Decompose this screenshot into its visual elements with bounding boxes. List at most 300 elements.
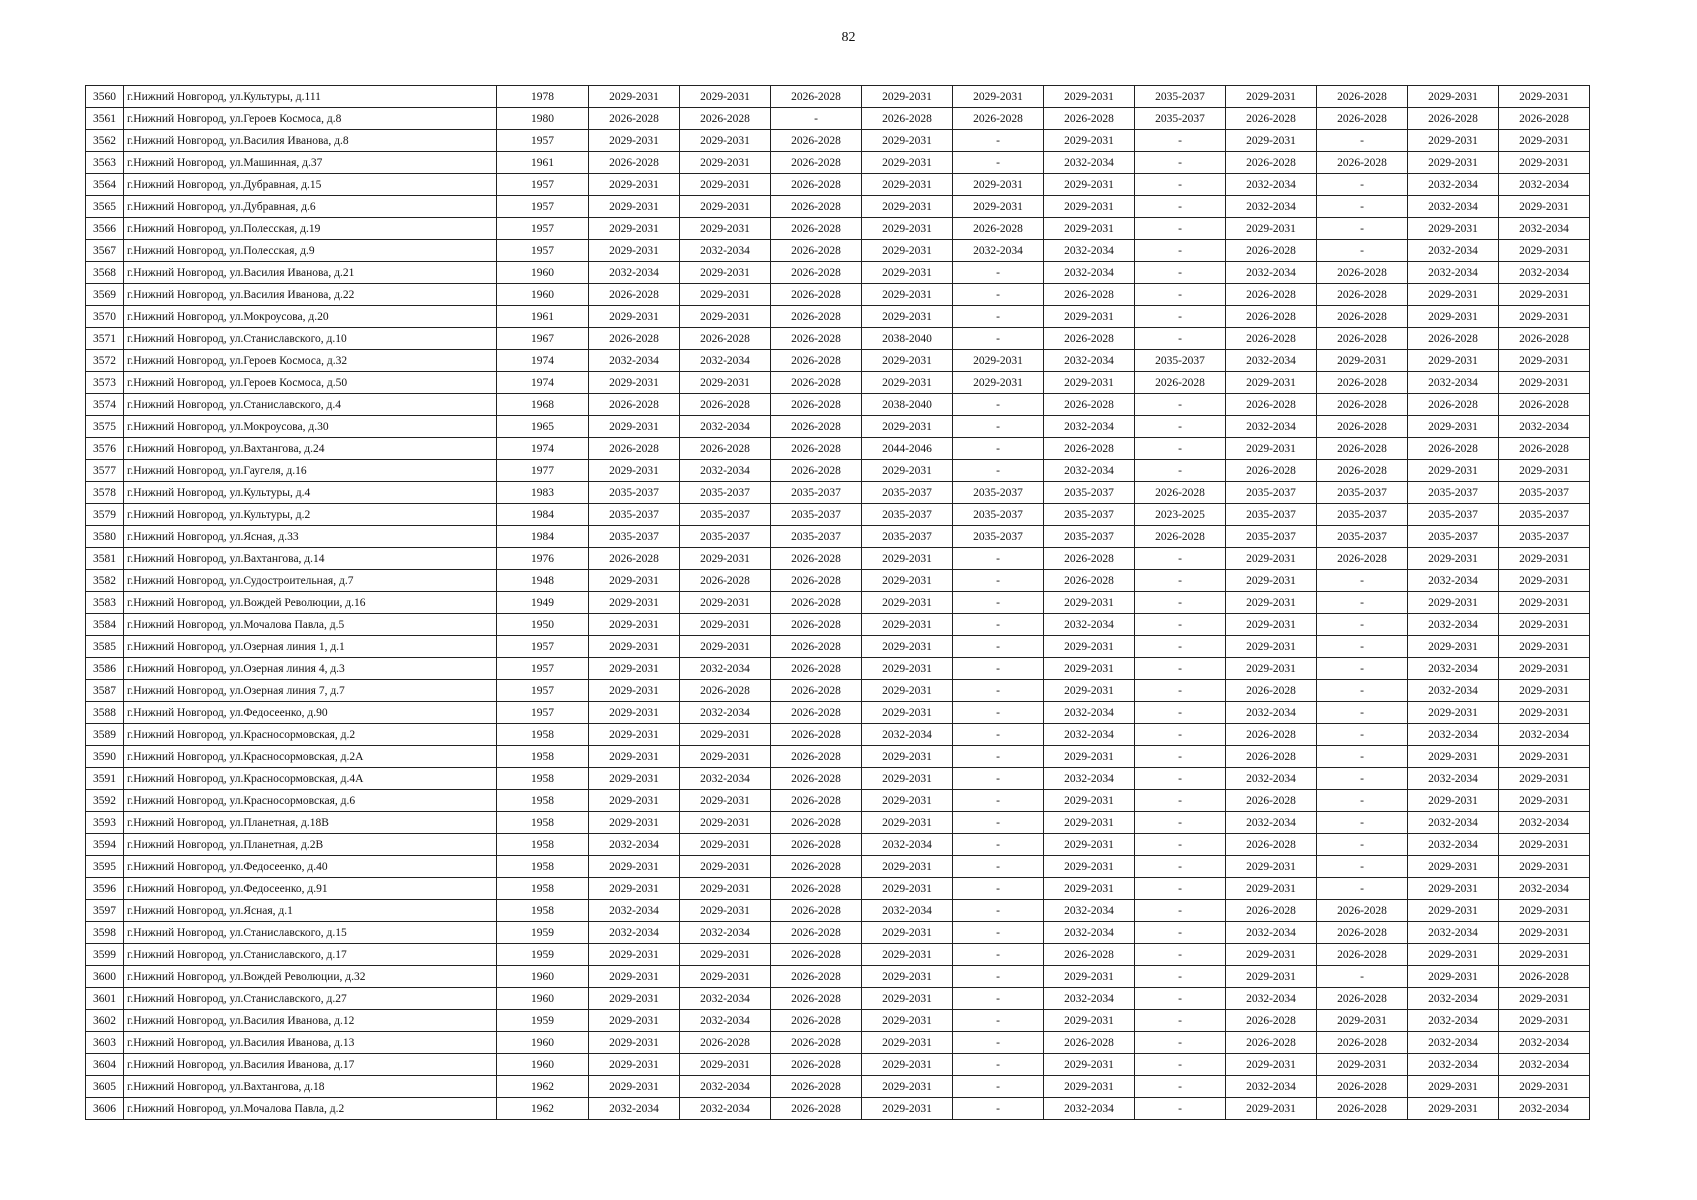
row-number-cell: 3560 <box>86 86 124 108</box>
period-cell-7: 2035-2037 <box>1135 86 1226 108</box>
period-cell-1: 2035-2037 <box>589 526 680 548</box>
period-cell-9: 2026-2028 <box>1317 306 1408 328</box>
period-cell-6: 2026-2028 <box>1044 328 1135 350</box>
period-cell-6: 2026-2028 <box>1044 1032 1135 1054</box>
period-cell-6: 2032-2034 <box>1044 614 1135 636</box>
period-cell-7: - <box>1135 1032 1226 1054</box>
period-cell-4: 2029-2031 <box>862 966 953 988</box>
period-cell-11: 2035-2037 <box>1499 504 1590 526</box>
period-cell-10: 2029-2031 <box>1408 790 1499 812</box>
period-cell-7: - <box>1135 988 1226 1010</box>
period-cell-9: 2026-2028 <box>1317 86 1408 108</box>
period-cell-8: 2026-2028 <box>1226 108 1317 130</box>
table-row <box>86 504 1590 526</box>
period-cell-10: 2029-2031 <box>1408 702 1499 724</box>
period-cell-8: 2026-2028 <box>1226 900 1317 922</box>
period-cell-3: 2026-2028 <box>771 658 862 680</box>
address-cell: г.Нижний Новгород, ул.Василия Иванова, д.12 <box>124 1010 497 1032</box>
period-cell-10: 2029-2031 <box>1408 878 1499 900</box>
period-cell-11: 2029-2031 <box>1499 1076 1590 1098</box>
period-cell-2: 2035-2037 <box>680 526 771 548</box>
address-cell: г.Нижний Новгород, ул.Станиславского, д.10 <box>124 328 497 350</box>
period-cell-4: 2029-2031 <box>862 570 953 592</box>
period-cell-2: 2029-2031 <box>680 834 771 856</box>
period-cell-8: 2029-2031 <box>1226 592 1317 614</box>
period-cell-5: - <box>953 966 1044 988</box>
period-cell-7: - <box>1135 900 1226 922</box>
period-cell-10: 2029-2031 <box>1408 460 1499 482</box>
period-cell-11: 2029-2031 <box>1499 856 1590 878</box>
period-cell-8: 2029-2031 <box>1226 878 1317 900</box>
period-cell-6: 2032-2034 <box>1044 922 1135 944</box>
period-cell-4: 2032-2034 <box>862 834 953 856</box>
period-cell-9: - <box>1317 768 1408 790</box>
period-cell-11: 2032-2034 <box>1499 1054 1590 1076</box>
address-cell: г.Нижний Новгород, ул.Василия Иванова, д.21 <box>124 262 497 284</box>
table-row <box>86 460 1590 482</box>
period-cell-6: 2032-2034 <box>1044 1098 1135 1120</box>
period-cell-10: 2032-2034 <box>1408 834 1499 856</box>
period-cell-1: 2029-2031 <box>589 768 680 790</box>
row-number-cell: 3594 <box>86 834 124 856</box>
period-cell-1: 2032-2034 <box>589 1098 680 1120</box>
period-cell-8: 2026-2028 <box>1226 1010 1317 1032</box>
period-cell-5: - <box>953 878 1044 900</box>
table-row <box>86 878 1590 900</box>
period-cell-11: 2032-2034 <box>1499 878 1590 900</box>
period-cell-11: 2029-2031 <box>1499 636 1590 658</box>
period-cell-11: 2026-2028 <box>1499 108 1590 130</box>
table-row <box>86 922 1590 944</box>
period-cell-4: 2029-2031 <box>862 1098 953 1120</box>
year-cell: 1957 <box>497 174 589 196</box>
period-cell-7: - <box>1135 746 1226 768</box>
period-cell-7: - <box>1135 790 1226 812</box>
table-row <box>86 1054 1590 1076</box>
period-cell-6: 2032-2034 <box>1044 900 1135 922</box>
period-cell-8: 2029-2031 <box>1226 86 1317 108</box>
address-cell: г.Нижний Новгород, ул.Станиславского, д.27 <box>124 988 497 1010</box>
address-cell: г.Нижний Новгород, ул.Планетная, д.2В <box>124 834 497 856</box>
table-row <box>86 614 1590 636</box>
period-cell-2: 2029-2031 <box>680 306 771 328</box>
row-number-cell: 3566 <box>86 218 124 240</box>
table-row <box>86 658 1590 680</box>
period-cell-6: 2032-2034 <box>1044 724 1135 746</box>
period-cell-10: 2029-2031 <box>1408 1098 1499 1120</box>
period-cell-6: 2029-2031 <box>1044 680 1135 702</box>
period-cell-11: 2029-2031 <box>1499 284 1590 306</box>
period-cell-8: 2032-2034 <box>1226 196 1317 218</box>
period-cell-11: 2029-2031 <box>1499 900 1590 922</box>
period-cell-4: 2029-2031 <box>862 284 953 306</box>
period-cell-2: 2029-2031 <box>680 746 771 768</box>
period-cell-11: 2029-2031 <box>1499 152 1590 174</box>
period-cell-5: - <box>953 438 1044 460</box>
year-cell: 1957 <box>497 680 589 702</box>
period-cell-7: - <box>1135 658 1226 680</box>
year-cell: 1962 <box>497 1076 589 1098</box>
period-cell-11: 2032-2034 <box>1499 812 1590 834</box>
period-cell-4: 2035-2037 <box>862 504 953 526</box>
period-cell-4: 2029-2031 <box>862 218 953 240</box>
period-cell-9: 2026-2028 <box>1317 262 1408 284</box>
period-cell-4: 2029-2031 <box>862 768 953 790</box>
period-cell-3: 2026-2028 <box>771 460 862 482</box>
address-cell: г.Нижний Новгород, ул.Героев Космоса, д.32 <box>124 350 497 372</box>
period-cell-8: 2035-2037 <box>1226 526 1317 548</box>
address-cell: г.Нижний Новгород, ул.Мокроусова, д.30 <box>124 416 497 438</box>
period-cell-5: - <box>953 416 1044 438</box>
period-cell-10: 2032-2034 <box>1408 988 1499 1010</box>
period-cell-11: 2029-2031 <box>1499 592 1590 614</box>
period-cell-8: 2035-2037 <box>1226 504 1317 526</box>
row-number-cell: 3570 <box>86 306 124 328</box>
period-cell-9: - <box>1317 130 1408 152</box>
period-cell-1: 2029-2031 <box>589 218 680 240</box>
period-cell-2: 2029-2031 <box>680 548 771 570</box>
period-cell-1: 2029-2031 <box>589 1076 680 1098</box>
period-cell-8: 2026-2028 <box>1226 306 1317 328</box>
period-cell-1: 2026-2028 <box>589 328 680 350</box>
row-number-cell: 3590 <box>86 746 124 768</box>
year-cell: 1974 <box>497 350 589 372</box>
period-cell-10: 2032-2034 <box>1408 812 1499 834</box>
period-cell-9: 2035-2037 <box>1317 526 1408 548</box>
period-cell-11: 2029-2031 <box>1499 680 1590 702</box>
period-cell-11: 2026-2028 <box>1499 438 1590 460</box>
period-cell-6: 2029-2031 <box>1044 966 1135 988</box>
year-cell: 1959 <box>497 922 589 944</box>
period-cell-1: 2029-2031 <box>589 130 680 152</box>
period-cell-4: 2029-2031 <box>862 988 953 1010</box>
row-number-cell: 3606 <box>86 1098 124 1120</box>
period-cell-1: 2032-2034 <box>589 922 680 944</box>
period-cell-9: - <box>1317 636 1408 658</box>
period-cell-7: - <box>1135 878 1226 900</box>
table-row <box>86 174 1590 196</box>
period-cell-2: 2029-2031 <box>680 856 771 878</box>
period-cell-3: 2026-2028 <box>771 966 862 988</box>
year-cell: 1960 <box>497 988 589 1010</box>
period-cell-4: 2035-2037 <box>862 482 953 504</box>
row-number-cell: 3583 <box>86 592 124 614</box>
period-cell-7: - <box>1135 196 1226 218</box>
period-cell-2: 2029-2031 <box>680 790 771 812</box>
address-cell: г.Нижний Новгород, ул.Машинная, д.37 <box>124 152 497 174</box>
period-cell-7: 2023-2025 <box>1135 504 1226 526</box>
period-cell-9: - <box>1317 592 1408 614</box>
period-cell-8: 2026-2028 <box>1226 240 1317 262</box>
period-cell-10: 2032-2034 <box>1408 196 1499 218</box>
period-cell-6: 2026-2028 <box>1044 438 1135 460</box>
period-cell-5: 2029-2031 <box>953 350 1044 372</box>
period-cell-9: 2026-2028 <box>1317 1076 1408 1098</box>
period-cell-2: 2032-2034 <box>680 1098 771 1120</box>
period-cell-10: 2032-2034 <box>1408 724 1499 746</box>
address-cell: г.Нижний Новгород, ул.Мокроусова, д.20 <box>124 306 497 328</box>
period-cell-4: 2035-2037 <box>862 526 953 548</box>
period-cell-1: 2029-2031 <box>589 856 680 878</box>
period-cell-5: - <box>953 922 1044 944</box>
period-cell-11: 2032-2034 <box>1499 262 1590 284</box>
period-cell-11: 2029-2031 <box>1499 460 1590 482</box>
period-cell-8: 2032-2034 <box>1226 702 1317 724</box>
period-cell-9: - <box>1317 966 1408 988</box>
period-cell-4: 2029-2031 <box>862 636 953 658</box>
table-row <box>86 702 1590 724</box>
period-cell-5: 2029-2031 <box>953 196 1044 218</box>
period-cell-5: - <box>953 394 1044 416</box>
period-cell-1: 2029-2031 <box>589 702 680 724</box>
year-cell: 1977 <box>497 460 589 482</box>
period-cell-10: 2029-2031 <box>1408 548 1499 570</box>
period-cell-2: 2029-2031 <box>680 878 771 900</box>
year-cell: 1960 <box>497 966 589 988</box>
address-cell: г.Нижний Новгород, ул.Героев Космоса, д.8 <box>124 108 497 130</box>
table-row <box>86 416 1590 438</box>
table-row <box>86 328 1590 350</box>
period-cell-11: 2032-2034 <box>1499 218 1590 240</box>
address-cell: г.Нижний Новгород, ул.Вождей Революции, д.32 <box>124 966 497 988</box>
period-cell-4: 2029-2031 <box>862 152 953 174</box>
period-cell-7: - <box>1135 812 1226 834</box>
period-cell-9: - <box>1317 218 1408 240</box>
period-cell-4: 2029-2031 <box>862 812 953 834</box>
period-cell-4: 2029-2031 <box>862 944 953 966</box>
period-cell-1: 2029-2031 <box>589 592 680 614</box>
year-cell: 1959 <box>497 1010 589 1032</box>
period-cell-10: 2029-2031 <box>1408 592 1499 614</box>
address-cell: г.Нижний Новгород, ул.Станиславского, д.15 <box>124 922 497 944</box>
period-cell-10: 2032-2034 <box>1408 240 1499 262</box>
period-cell-8: 2029-2031 <box>1226 966 1317 988</box>
period-cell-8: 2032-2034 <box>1226 262 1317 284</box>
period-cell-11: 2029-2031 <box>1499 614 1590 636</box>
period-cell-2: 2029-2031 <box>680 944 771 966</box>
table-row <box>86 1010 1590 1032</box>
period-cell-6: 2029-2031 <box>1044 834 1135 856</box>
period-cell-8: 2026-2028 <box>1226 724 1317 746</box>
period-cell-10: 2032-2034 <box>1408 614 1499 636</box>
table-row <box>86 372 1590 394</box>
row-number-cell: 3561 <box>86 108 124 130</box>
period-cell-5: 2035-2037 <box>953 504 1044 526</box>
period-cell-4: 2029-2031 <box>862 416 953 438</box>
period-cell-5: - <box>953 812 1044 834</box>
period-cell-4: 2029-2031 <box>862 878 953 900</box>
table-row <box>86 680 1590 702</box>
table-row <box>86 130 1590 152</box>
period-cell-11: 2032-2034 <box>1499 416 1590 438</box>
period-cell-6: 2035-2037 <box>1044 482 1135 504</box>
period-cell-2: 2032-2034 <box>680 240 771 262</box>
period-cell-9: - <box>1317 878 1408 900</box>
address-cell: г.Нижний Новгород, ул.Полесская, д.9 <box>124 240 497 262</box>
period-cell-10: 2029-2031 <box>1408 746 1499 768</box>
address-cell: г.Нижний Новгород, ул.Василия Иванова, д.22 <box>124 284 497 306</box>
table-row <box>86 1032 1590 1054</box>
period-cell-8: 2029-2031 <box>1226 372 1317 394</box>
period-cell-2: 2029-2031 <box>680 614 771 636</box>
period-cell-5: - <box>953 1054 1044 1076</box>
table-row <box>86 900 1590 922</box>
period-cell-11: 2029-2031 <box>1499 768 1590 790</box>
period-cell-8: 2026-2028 <box>1226 1032 1317 1054</box>
period-cell-11: 2029-2031 <box>1499 350 1590 372</box>
row-number-cell: 3576 <box>86 438 124 460</box>
period-cell-3: 2026-2028 <box>771 284 862 306</box>
period-cell-5: - <box>953 570 1044 592</box>
period-cell-1: 2026-2028 <box>589 108 680 130</box>
address-cell: г.Нижний Новгород, ул.Красносормовская, д.2А <box>124 746 497 768</box>
period-cell-3: 2026-2028 <box>771 350 862 372</box>
table-row <box>86 196 1590 218</box>
period-cell-8: 2029-2031 <box>1226 130 1317 152</box>
period-cell-11: 2026-2028 <box>1499 966 1590 988</box>
table-row <box>86 218 1590 240</box>
period-cell-6: 2035-2037 <box>1044 526 1135 548</box>
period-cell-8: 2032-2034 <box>1226 988 1317 1010</box>
table-row <box>86 966 1590 988</box>
period-cell-1: 2029-2031 <box>589 614 680 636</box>
period-cell-8: 2029-2031 <box>1226 856 1317 878</box>
period-cell-1: 2035-2037 <box>589 482 680 504</box>
row-number-cell: 3598 <box>86 922 124 944</box>
period-cell-5: - <box>953 768 1044 790</box>
year-cell: 1984 <box>497 526 589 548</box>
period-cell-9: 2026-2028 <box>1317 1032 1408 1054</box>
period-cell-9: 2026-2028 <box>1317 438 1408 460</box>
period-cell-2: 2029-2031 <box>680 592 771 614</box>
period-cell-10: 2035-2037 <box>1408 504 1499 526</box>
period-cell-8: 2026-2028 <box>1226 284 1317 306</box>
period-cell-6: 2032-2034 <box>1044 416 1135 438</box>
year-cell: 1974 <box>497 372 589 394</box>
row-number-cell: 3596 <box>86 878 124 900</box>
period-cell-3: 2026-2028 <box>771 570 862 592</box>
period-cell-9: 2026-2028 <box>1317 548 1408 570</box>
period-cell-3: 2026-2028 <box>771 394 862 416</box>
period-cell-4: 2029-2031 <box>862 196 953 218</box>
period-cell-1: 2035-2037 <box>589 504 680 526</box>
period-cell-4: 2029-2031 <box>862 1032 953 1054</box>
period-cell-3: 2026-2028 <box>771 328 862 350</box>
period-cell-5: 2026-2028 <box>953 218 1044 240</box>
period-cell-3: - <box>771 108 862 130</box>
row-number-cell: 3584 <box>86 614 124 636</box>
period-cell-7: - <box>1135 592 1226 614</box>
period-cell-3: 2026-2028 <box>771 372 862 394</box>
period-cell-2: 2029-2031 <box>680 724 771 746</box>
year-cell: 1957 <box>497 196 589 218</box>
period-cell-7: - <box>1135 130 1226 152</box>
period-cell-7: - <box>1135 284 1226 306</box>
address-cell: г.Нижний Новгород, ул.Планетная, д.18В <box>124 812 497 834</box>
period-cell-1: 2026-2028 <box>589 284 680 306</box>
period-cell-10: 2032-2034 <box>1408 174 1499 196</box>
year-cell: 1958 <box>497 900 589 922</box>
period-cell-3: 2026-2028 <box>771 922 862 944</box>
year-cell: 1965 <box>497 416 589 438</box>
period-cell-2: 2029-2031 <box>680 900 771 922</box>
year-cell: 1948 <box>497 570 589 592</box>
year-cell: 1974 <box>497 438 589 460</box>
period-cell-9: 2026-2028 <box>1317 922 1408 944</box>
period-cell-2: 2026-2028 <box>680 108 771 130</box>
period-cell-9: - <box>1317 812 1408 834</box>
row-number-cell: 3589 <box>86 724 124 746</box>
table-row <box>86 482 1590 504</box>
year-cell: 1976 <box>497 548 589 570</box>
period-cell-8: 2026-2028 <box>1226 394 1317 416</box>
period-cell-4: 2029-2031 <box>862 548 953 570</box>
row-number-cell: 3577 <box>86 460 124 482</box>
period-cell-5: - <box>953 152 1044 174</box>
period-cell-2: 2029-2031 <box>680 174 771 196</box>
row-number-cell: 3568 <box>86 262 124 284</box>
period-cell-6: 2029-2031 <box>1044 372 1135 394</box>
period-cell-9: - <box>1317 834 1408 856</box>
period-cell-10: 2032-2034 <box>1408 658 1499 680</box>
period-cell-10: 2032-2034 <box>1408 680 1499 702</box>
address-cell: г.Нижний Новгород, ул.Дубравная, д.15 <box>124 174 497 196</box>
period-cell-2: 2032-2034 <box>680 1076 771 1098</box>
period-cell-5: 2029-2031 <box>953 86 1044 108</box>
period-cell-2: 2029-2031 <box>680 372 771 394</box>
period-cell-7: 2026-2028 <box>1135 482 1226 504</box>
row-number-cell: 3578 <box>86 482 124 504</box>
period-cell-1: 2029-2031 <box>589 372 680 394</box>
period-cell-10: 2029-2031 <box>1408 944 1499 966</box>
period-cell-9: 2026-2028 <box>1317 372 1408 394</box>
period-cell-3: 2035-2037 <box>771 526 862 548</box>
address-cell: г.Нижний Новгород, ул.Мочалова Павла, д.2 <box>124 1098 497 1120</box>
period-cell-3: 2026-2028 <box>771 944 862 966</box>
period-cell-6: 2032-2034 <box>1044 988 1135 1010</box>
period-cell-7: - <box>1135 768 1226 790</box>
period-cell-2: 2029-2031 <box>680 1054 771 1076</box>
period-cell-10: 2029-2031 <box>1408 350 1499 372</box>
period-cell-8: 2032-2034 <box>1226 768 1317 790</box>
period-cell-3: 2026-2028 <box>771 1010 862 1032</box>
period-cell-6: 2029-2031 <box>1044 86 1135 108</box>
period-cell-7: - <box>1135 548 1226 570</box>
period-cell-4: 2026-2028 <box>862 108 953 130</box>
row-number-cell: 3593 <box>86 812 124 834</box>
period-cell-4: 2029-2031 <box>862 614 953 636</box>
period-cell-2: 2032-2034 <box>680 768 771 790</box>
period-cell-7: - <box>1135 416 1226 438</box>
period-cell-9: 2026-2028 <box>1317 988 1408 1010</box>
table-row <box>86 526 1590 548</box>
period-cell-9: - <box>1317 724 1408 746</box>
period-cell-2: 2032-2034 <box>680 460 771 482</box>
row-number-cell: 3572 <box>86 350 124 372</box>
period-cell-11: 2029-2031 <box>1499 548 1590 570</box>
period-cell-10: 2032-2034 <box>1408 768 1499 790</box>
period-cell-4: 2038-2040 <box>862 394 953 416</box>
period-cell-3: 2026-2028 <box>771 768 862 790</box>
period-cell-11: 2029-2031 <box>1499 702 1590 724</box>
period-cell-9: 2026-2028 <box>1317 328 1408 350</box>
address-cell: г.Нижний Новгород, ул.Федосеенко, д.40 <box>124 856 497 878</box>
period-cell-5: 2035-2037 <box>953 482 1044 504</box>
period-cell-10: 2032-2034 <box>1408 1032 1499 1054</box>
period-cell-10: 2029-2031 <box>1408 636 1499 658</box>
period-cell-5: - <box>953 900 1044 922</box>
period-cell-2: 2032-2034 <box>680 416 771 438</box>
